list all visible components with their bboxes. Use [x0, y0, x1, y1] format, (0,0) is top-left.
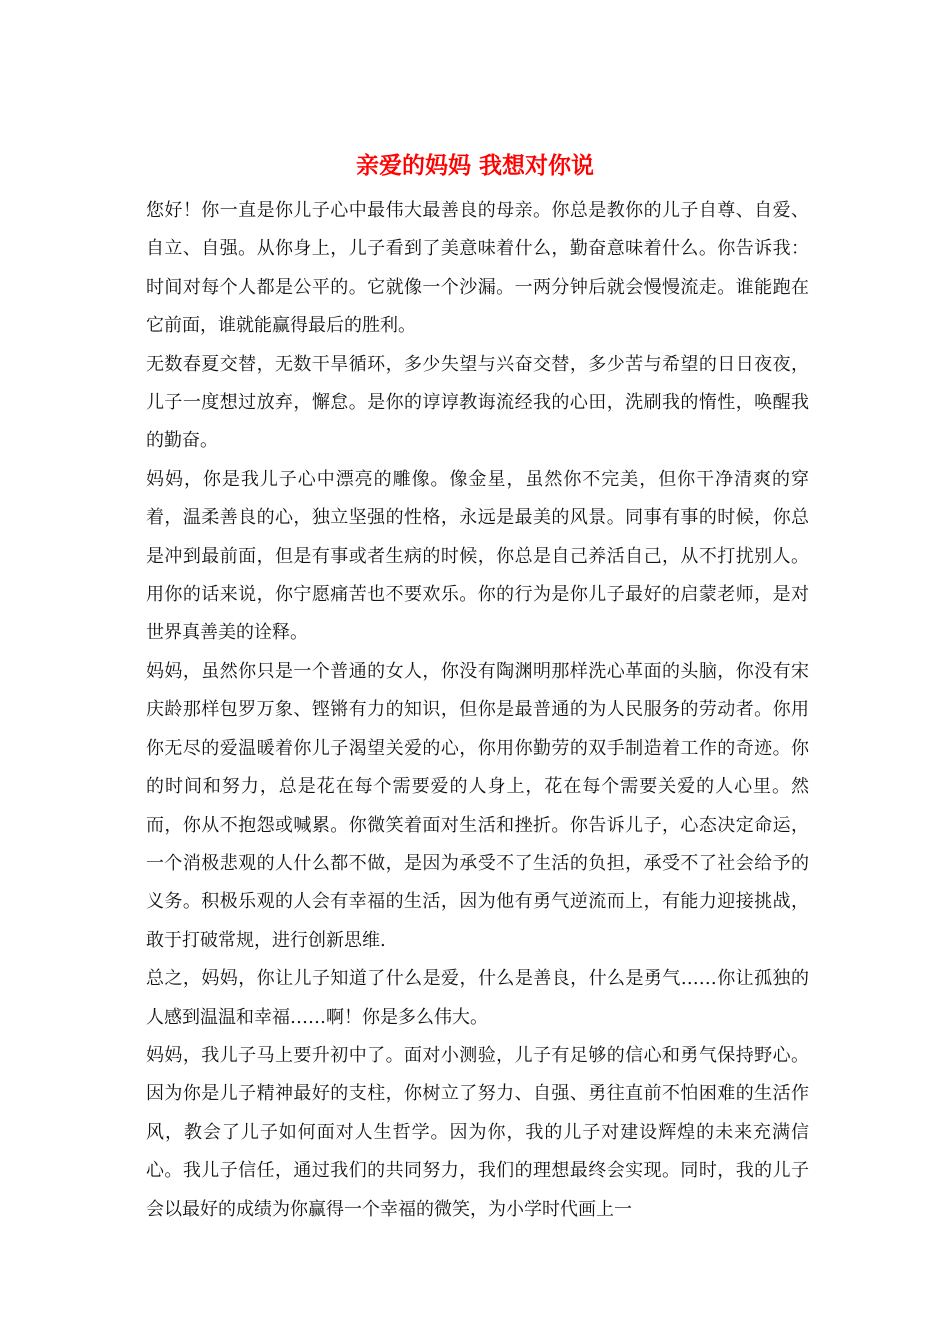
paragraph-ordinary-woman: 妈妈，虽然你只是一个普通的女人，你没有陶渊明那样洗心革面的头脑，你没有宋庆龄那样包罗万象、铿锵有力的知识，但你是最普通的为人民服务的劳动者。你用你无尽的爱温暖着你儿子渴望关爱的心，你用你勤劳的双手制造着工作的奇迹。你的时间和努力，总是花在每个需要爱的人身上，花在每个需要关爱的人心里。然而，你从不抱怨或喊累。你微笑着面对生活和挫折。你告诉儿子，心态决定命运，一个消极悲观的人什么都不做，是因为承受不了生活的负担，承受不了社会给予的义务。积极乐观的人会有幸福的生活，因为他有勇气逆流而上，有能力迎接挑战，敢于打破常规，进行创新思维.: [146, 660, 809, 951]
document-title: 亲爱的妈妈 我想对你说: [355, 152, 594, 179]
document-body: [146, 192, 809, 1229]
paragraph-summary: 总之，妈妈，你让儿子知道了什么是爱，什么是善良，什么是勇气……你让孤独的人感到温温和幸福……啊！你是多么伟大。: [146, 968, 809, 1028]
paragraph-hardship: 无数春夏交替，无数干旱循环，多少失望与兴奋交替，多少苦与希望的日日夜夜，儿子一度想过放弃，懈怠。是你的谆谆教诲流经我的心田，洗刷我的惰性，唤醒我的勤奋。: [146, 353, 809, 452]
paragraph-statue: 妈妈，你是我儿子心中漂亮的雕像。像金星，虽然你不完美，但你干净清爽的穿着，温柔善良的心，独立坚强的性格，永远是最美的风景。同事有事的时候，你总是冲到最前面，但是有事或者生病的时候，你总是自己养活自己，从不打扰别人。用你的话来说，你宁愿痛苦也不要欢乐。你的行为是你儿子最好的启蒙老师，是对世界真善美的诠释。: [146, 468, 809, 644]
paragraph-junior-high: 妈妈，我儿子马上要升初中了。面对小测验，儿子有足够的信心和勇气保持野心。因为你是儿子精神最好的支柱，你树立了努力、自强、勇往直前不怕困难的生活作风，教会了儿子如何面对人生哲学。因为你，我的儿子对建设辉煌的未来充满信心。我儿子信任，通过我们的共同努力，我们的理想最终会实现。同时，我的儿子会以最好的成绩为你赢得一个幸福的微笑，为小学时代画上一: [146, 1044, 809, 1220]
paragraph-greeting: 您好！你一直是你儿子心中最伟大最善良的母亲。你总是教你的儿子自尊、自爱、自立、自强。从你身上，儿子看到了美意味着什么，勤奋意味着什么。你告诉我：时间对每个人都是公平的。它就像一个沙漏。一两分钟后就会慢慢流走。谁能跑在它前面，谁就能赢得最后的胜利。: [146, 200, 809, 337]
